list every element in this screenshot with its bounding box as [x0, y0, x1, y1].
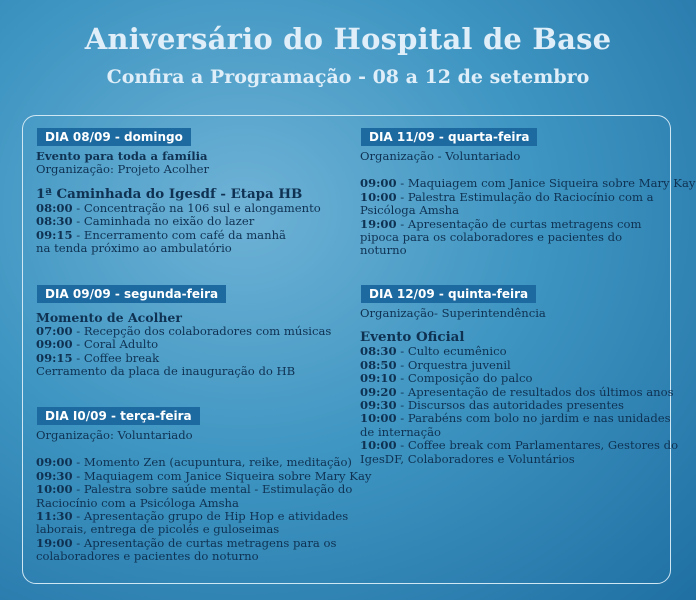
schedule-item: 09:20 - Apresentação de resultados dos últimos anos [360, 384, 674, 399]
schedule-item: 09:10 - Composição do palco [360, 371, 533, 386]
event-heading: Evento Oficial [360, 329, 465, 346]
event-note: Evento para toda a família [36, 149, 208, 163]
day-badge: DIA 09/09 - segunda-feira [37, 285, 226, 303]
schedule-item: 08:00 - Concentração na 106 sul e alongamento [36, 200, 321, 215]
schedule-item: 09:00 - Maquiagem com Janice Siqueira sobre Mary Kay [360, 176, 696, 191]
schedule-item-continuation: laborais, entrega de picolés e guloseimas [36, 522, 280, 537]
event-heading: Momento de Acolher [36, 310, 182, 325]
page-subtitle: Confira a Programação - 08 a 12 de setembro [106, 66, 590, 88]
day-badge: DIA 08/09 - domingo [37, 128, 191, 146]
page-title: Aniversário do Hospital de Base [84, 22, 612, 56]
schedule-item: 09:00 - Momento Zen (acupuntura, reike, meditação) [36, 455, 352, 470]
schedule-item: 08:30 - Caminhada no eixão do lazer [36, 214, 255, 229]
schedule-item: 08:50 - Orquestra juvenil [360, 357, 511, 372]
schedule-item: 11:30 - Apresentação grupo de Hip Hop e atividades [36, 509, 349, 524]
organization-text: Organização: Voluntariado [36, 428, 193, 442]
organization-text: Organização: Projeto Acolher [36, 162, 210, 177]
schedule-item: 09:00 - Coral Adulto [36, 337, 159, 352]
schedule-item: 08:30 - Culto ecumênico [360, 344, 507, 359]
day-section-0909 [36, 285, 351, 379]
organization-text: Organização- Superintendência [360, 306, 546, 320]
schedule-item-continuation: pipoca para os colaboradores e pacientes do [360, 230, 623, 245]
schedule-item-continuation: Raciocínio com a Psicóloga Amsha [36, 495, 239, 510]
day-section-1009 [36, 407, 372, 564]
day-badge: DIA 11/09 - quarta-feira [361, 128, 537, 146]
event-heading: 1ª Caminhada do Igesdf - Etapa HB [36, 185, 303, 202]
schedule-item: 19:00 - Apresentação de curtas metragens para os [36, 535, 337, 550]
day-badge: DIA I0/09 - terça-feira [37, 407, 200, 425]
schedule-item: 09:15 - Encerramento com café da manhã [36, 227, 286, 242]
day-badge: DIA 12/09 - quinta-feira [361, 285, 536, 303]
day-section-1209 [360, 285, 679, 466]
schedule-item: 09:30 - Discursos das autoridades presentes [360, 398, 624, 413]
schedule-item-continuation: noturno [360, 243, 407, 258]
schedule-item-continuation: colaboradores e pacientes do noturno [36, 549, 259, 564]
organization-text: Organização - Voluntariado [360, 149, 521, 163]
day-section-1109 [360, 128, 696, 258]
schedule-item: 10:00 - Palestra Estimulação do Raciocínio com a [360, 189, 654, 204]
day-section-0809 [36, 128, 351, 255]
schedule-item-continuation: de internação [360, 424, 441, 439]
schedule-item-continuation: na tenda próximo ao ambulatório [36, 241, 232, 256]
schedule-item: 10:00 - Coffee break com Parlamentares, Gestores do [360, 438, 679, 453]
schedule-item: 10:00 - Parabéns com bolo no jardim e nas unidades [360, 411, 671, 426]
schedule-item-continuation: Psicóloga Amsha [360, 203, 460, 218]
schedule-item-continuation: IgesDF, Colaboradores e Voluntários [360, 451, 575, 466]
schedule-item: 10:00 - Palestra sobre saúde mental - Estimulação do [36, 482, 353, 497]
closing-note: Cerramento da placa de inauguração do HB [36, 364, 296, 379]
schedule-item: 19:00 - Apresentação de curtas metragens com [360, 216, 642, 231]
schedule-item: 09:15 - Coffee break [36, 350, 160, 365]
schedule-item: 07:00 - Recepção dos colaboradores com músicas [36, 324, 332, 338]
schedule-item: 09:30 - Maquiagem com Janice Siqueira sobre Mary Kay [36, 468, 372, 483]
